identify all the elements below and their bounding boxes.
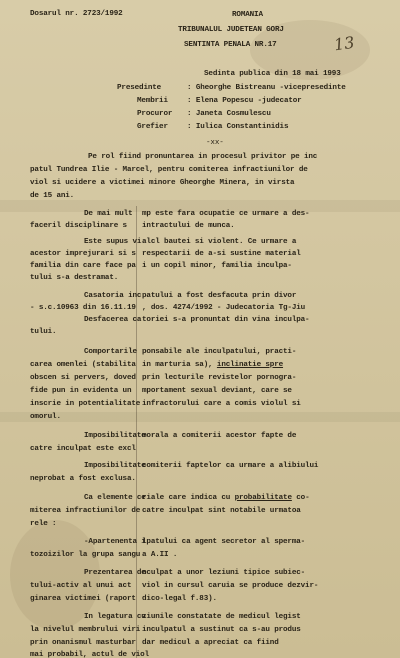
body-left: Este supus vi <box>84 238 142 246</box>
body-right: viol in cursul caruia se produce dezvir- <box>142 582 319 590</box>
body-left: mai probabil, actul de viol <box>30 651 149 658</box>
body-right: comiterii faptelor ca urmare a alibiului <box>142 462 319 470</box>
role-label: Procuror <box>137 110 173 118</box>
body-right: morala a comiterii acestor fapte de <box>142 432 297 440</box>
body-right: inculpatul a sustinut ca s-au produs <box>142 626 301 634</box>
body-right: mp este fara ocupatie ce urmare a des- <box>142 210 310 218</box>
body-right: a A.II . <box>142 551 178 559</box>
body-right: intractului de munca. <box>142 222 235 230</box>
body-left: omorul. <box>30 413 61 421</box>
body-left: carea omenlei (stabilita <box>30 361 136 369</box>
role-label: Presedinte <box>117 84 162 92</box>
intro-line: de 15 ani. <box>30 192 75 200</box>
body-right: toriei s-a pronuntat din vina inculpa- <box>142 316 310 324</box>
body-left: miterea infractiunilor de <box>30 507 141 515</box>
country-heading: ROMANIA <box>232 11 263 19</box>
separator: -xx- <box>206 139 224 147</box>
body-left: inscrie in potentialitate <box>30 400 141 408</box>
body-left: ginarea victimei (raport <box>30 595 136 603</box>
intro-line: viol si ucidere a victimei minore Gheorghe Minera, in virsta <box>30 179 295 187</box>
body-left: tului-activ al unui act <box>30 582 132 590</box>
handwritten-mark: 13 <box>332 32 356 55</box>
body-left: tului. <box>30 328 57 336</box>
body-left: faceril disciplinare s <box>30 222 127 230</box>
body-left: Prezentarea de <box>84 569 146 577</box>
body-right: infractorului care a comis violul si <box>142 400 301 408</box>
body-left: tozoizilor la grupa sangu <box>30 551 141 559</box>
body-right: catre inculpat sint notabile urmatoa <box>142 507 301 515</box>
session-line: Sedinta publica din 18 mai 1993 <box>204 70 341 78</box>
body-right: i un copil minor, familia inculpa- <box>142 262 292 270</box>
body-left: neprobat a fost exclusa. <box>30 475 136 483</box>
body-left: acestor imprejurari si s <box>30 250 136 258</box>
underlined-phrase: probabilitate <box>234 494 292 502</box>
body-left: -Apartenenta i <box>84 538 146 546</box>
body-right: dico-legal f.83). <box>142 595 217 603</box>
body-right: dar medicul a apreciat ca fiind <box>142 639 279 647</box>
body-left: Imposibilitate <box>84 432 146 440</box>
body-right: nculpat a unor leziuni tipice subiec- <box>142 569 306 577</box>
underlined-phrase: inclinatie spre <box>216 361 284 369</box>
body-right: patului a fost desfacuta prin divor <box>142 292 297 300</box>
role-name: : Elena Popescu -judecator <box>187 97 302 105</box>
sentence-heading: SENTINTA PENALA NR.17 <box>184 41 277 49</box>
body-right: ponsabile ale inculpatului, practi- <box>142 348 297 356</box>
role-name: : Gheorghe Bistreanu -vicepresedinte <box>187 84 346 92</box>
body-right: riale care indica cu probabilitate co- <box>142 494 310 502</box>
body-right: alcl bautei si violent. Ce urmare a <box>142 238 297 246</box>
body-right: prin lecturile revistelor pornogra- <box>142 374 297 382</box>
body-left: Imposibilitate <box>84 462 146 470</box>
body-right: , dos. 4274/1992 - Judecatoria Tg-Jiu <box>142 304 306 312</box>
body-right: respectarii de a-si sustine material <box>142 250 301 258</box>
role-name: : Janeta Cosmulescu <box>187 110 271 118</box>
body-left: - s.c.10963 din 16.11.19 <box>30 304 136 312</box>
body-left: Ca elemente ce <box>84 494 146 502</box>
intro-line: patul Tundrea Ilie - Marcel, pentru comiterea infractiunilor de <box>30 166 308 174</box>
body-right: lpatului ca agent secretor al sperma- <box>142 538 306 546</box>
body-left: catre inculpat este excl <box>30 445 136 453</box>
role-label: Grefier <box>137 123 168 131</box>
role-label: Membrii <box>137 97 168 105</box>
body-right: in marturia sa), inclinatie spre <box>142 361 284 369</box>
body-left: In legatura cu <box>84 613 146 621</box>
case-number: Dosarul nr. 2723/1992 <box>30 10 123 18</box>
body-left: Casatoria inc <box>84 292 142 300</box>
body-left: rele : <box>30 520 57 528</box>
body-left: obscen si pervers, doved <box>30 374 136 382</box>
body-left: la nivelul membrului viri <box>30 626 141 634</box>
body-left: Comportarile <box>84 348 137 356</box>
body-left: fide pun in evidenta un <box>30 387 132 395</box>
body-left: tului s-a destramat. <box>30 274 119 282</box>
body-left: Desfacerea ca <box>84 316 142 324</box>
body-right: ziunile constatate de medicul legist <box>142 613 301 621</box>
body-left: De mai mult <box>84 210 133 218</box>
body-right: mportament sexual deviant, care se <box>142 387 292 395</box>
court-heading: TRIBUNALUL JUDETEAN GORJ <box>178 26 284 34</box>
intro-line: Pe rol fiind pronuntarea in procesul privitor pe inc <box>88 153 318 161</box>
role-name: : Iulica Constantinidis <box>187 123 289 131</box>
body-left: familia din care face pa <box>30 262 136 270</box>
body-left: prin onanismul masturbar <box>30 639 136 647</box>
